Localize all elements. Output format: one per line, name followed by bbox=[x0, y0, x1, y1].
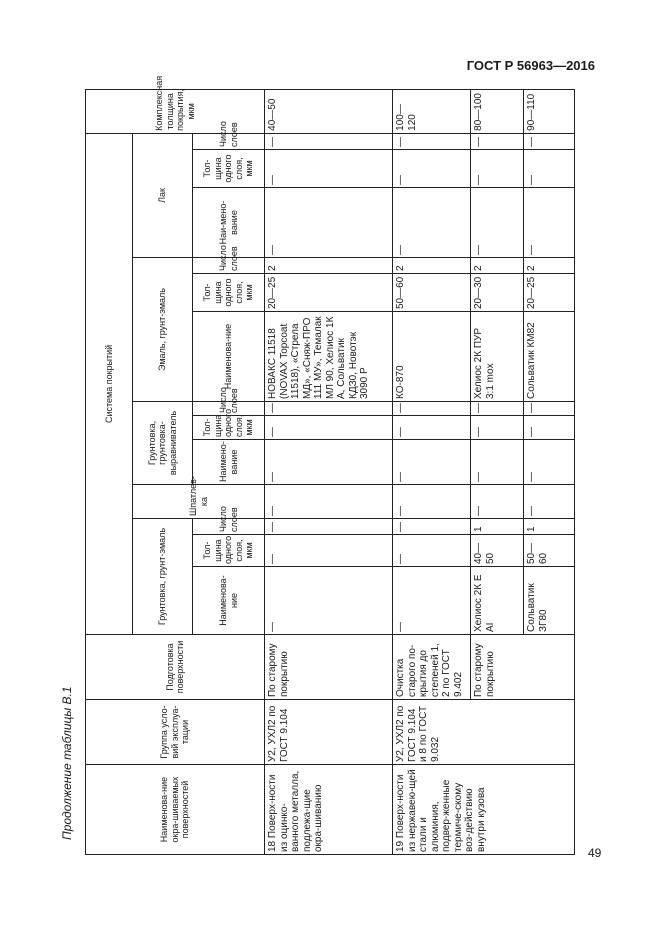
standard-header: ГОСТ Р 56963—2016 bbox=[466, 58, 595, 73]
cell-total: 80—100 bbox=[471, 89, 524, 133]
cell-en-layers: 2 bbox=[393, 258, 471, 274]
cell-pe-layers: — bbox=[393, 519, 471, 535]
header-lacquer: Лак bbox=[133, 133, 193, 257]
header-name-d: Наи-мено-вание bbox=[193, 188, 265, 258]
cell-pl-layers: — bbox=[393, 402, 471, 416]
cell-group: У2, УХЛ2 по ГОСТ 9.104 bbox=[265, 700, 393, 765]
cell-lq-name: — bbox=[265, 188, 393, 258]
cell-pl-thick: — bbox=[265, 416, 393, 440]
rotated-table-container bbox=[85, 75, 574, 855]
cell-total: 90—110 bbox=[524, 89, 575, 133]
header-group: Группа усло-вий эксплуа-тации bbox=[86, 700, 265, 765]
header-total: Комплексная толщина покрытия, мкм bbox=[86, 89, 265, 133]
cell-group: У2, УХЛ2 по ГОСТ 9.104 и 8 по ГОСТ 9.032 bbox=[393, 700, 575, 765]
header-layers-d: Число слоев bbox=[193, 133, 265, 149]
cell-en-name: Сольватик КМ82 bbox=[524, 312, 575, 402]
cell-lq-layers: — bbox=[393, 133, 471, 149]
cell-pe-name: — bbox=[393, 567, 471, 635]
cell-lq-name: — bbox=[471, 188, 524, 258]
cell-pe-thick: 50—60 bbox=[524, 535, 575, 567]
header-prep: Подготовка поверхности bbox=[86, 635, 265, 700]
cell-surface: 19 Поверх-ности из нержавею-щей стали и алюминия, подвер-женные термиче-скому воз-действию внутри кузова bbox=[393, 765, 575, 855]
cell-prep: Очистка старого по-крытия до степеней 1, 2 по ГОСТ 9.402 bbox=[393, 635, 471, 700]
cell-en-thick: 20—25 bbox=[265, 274, 393, 312]
header-row-1 bbox=[86, 89, 133, 854]
cell-en-layers: 2 bbox=[471, 258, 524, 274]
header-thick-a: Тол-щина одного слоя, мкм bbox=[193, 535, 265, 567]
cell-pl-thick: — bbox=[524, 416, 575, 440]
cell-lq-name: — bbox=[524, 188, 575, 258]
cell-pl-name: — bbox=[471, 440, 524, 485]
header-primer-leveler: Грунтовка, грунтовка-выравниватель bbox=[133, 402, 193, 485]
coating-systems-table bbox=[85, 75, 575, 855]
header-layers-a: Число слоев bbox=[193, 519, 265, 535]
cell-pl-layers: — bbox=[471, 402, 524, 416]
cell-pe-layers: 1 bbox=[524, 519, 575, 535]
cell-lq-layers: — bbox=[524, 133, 575, 149]
header-putty: Шпатлев-ка bbox=[133, 485, 265, 519]
header-system: Система покрытий bbox=[86, 133, 133, 634]
cell-total: 40—50 bbox=[265, 89, 393, 133]
cell-lq-thick: — bbox=[471, 150, 524, 188]
cell-en-name: НОВАКС 11518 (NOVAX Topcoat 11518), «Стрела МД», «Сняж-ПРО 111 МУ», Темалак МЛ 90, Хелиос 1К А, Сольватик КДЗ0, Новотэк 3090 Р bbox=[265, 312, 393, 402]
cell-pl-layers: — bbox=[524, 402, 575, 416]
header-enamel: Эмаль, грунт-эмаль bbox=[133, 258, 193, 402]
header-thick-b: Тол-щина одного слоя, мкм bbox=[193, 416, 265, 440]
cell-putty: — bbox=[471, 485, 524, 519]
header-thick-c: Тол-щина одного слоя, мкм bbox=[193, 274, 265, 312]
header-layers-b: Число слоев bbox=[193, 402, 265, 416]
cell-putty: — bbox=[524, 485, 575, 519]
cell-en-name: Хелиос 2К ПУР 3:1 mox bbox=[471, 312, 524, 402]
cell-pe-layers: — bbox=[265, 519, 393, 535]
table-row bbox=[265, 89, 393, 854]
cell-en-thick: 50—60 bbox=[393, 274, 471, 312]
cell-putty: — bbox=[393, 485, 471, 519]
table-caption: Продолжение таблицы В.1 bbox=[60, 686, 74, 840]
cell-putty: — bbox=[265, 485, 393, 519]
cell-pe-name: Хелиос 2К Е AI bbox=[471, 567, 524, 635]
cell-lq-layers: — bbox=[265, 133, 393, 149]
cell-pl-thick: — bbox=[471, 416, 524, 440]
table-row bbox=[393, 89, 471, 854]
cell-en-name: КО-870 bbox=[393, 312, 471, 402]
cell-total: 100—120 bbox=[393, 89, 471, 133]
cell-en-layers: 2 bbox=[265, 258, 393, 274]
cell-pl-name: — bbox=[265, 440, 393, 485]
cell-pl-thick: — bbox=[393, 416, 471, 440]
header-primer-enamel: Грунтовка, грунт-эмаль bbox=[133, 519, 193, 635]
cell-en-layers: 2 bbox=[524, 258, 575, 274]
header-thick-d: Тол-щина одного слоя, мкм bbox=[193, 150, 265, 188]
cell-en-thick: 20—25 bbox=[524, 274, 575, 312]
header-name-a: Наименова-ние bbox=[193, 567, 265, 635]
cell-en-thick: 20—30 bbox=[471, 274, 524, 312]
table-caption-wrap bbox=[60, 686, 74, 840]
cell-pe-layers: 1 bbox=[471, 519, 524, 535]
header-layers-c: Число слоев bbox=[193, 258, 265, 274]
cell-prep: По старому покрытию bbox=[265, 635, 393, 700]
page-number: 49 bbox=[588, 846, 602, 860]
cell-lq-name: — bbox=[393, 188, 471, 258]
cell-prep: По старому покрытию bbox=[471, 635, 575, 700]
cell-surface: 18 Поверх-ности из оцинко-ванного металла, подлежа-щие окра-шиванию bbox=[265, 765, 393, 855]
cell-pl-name: — bbox=[393, 440, 471, 485]
cell-lq-thick: — bbox=[265, 150, 393, 188]
cell-pl-layers: — bbox=[265, 402, 393, 416]
cell-pl-name: — bbox=[524, 440, 575, 485]
cell-pe-thick: — bbox=[393, 535, 471, 567]
header-name-c: Наименова-ние bbox=[193, 312, 265, 402]
cell-pe-thick: — bbox=[265, 535, 393, 567]
cell-pe-thick: 40—50 bbox=[471, 535, 524, 567]
cell-pe-name: — bbox=[265, 567, 393, 635]
cell-lq-thick: — bbox=[393, 150, 471, 188]
cell-pe-name: Сольватик ЗГ80 bbox=[524, 567, 575, 635]
header-name-b: Наимено-вание bbox=[193, 440, 265, 485]
cell-lq-thick: — bbox=[524, 150, 575, 188]
cell-lq-layers: — bbox=[471, 133, 524, 149]
header-surface: Наименова-ние окра-шиваемых поверхностей bbox=[86, 765, 265, 855]
